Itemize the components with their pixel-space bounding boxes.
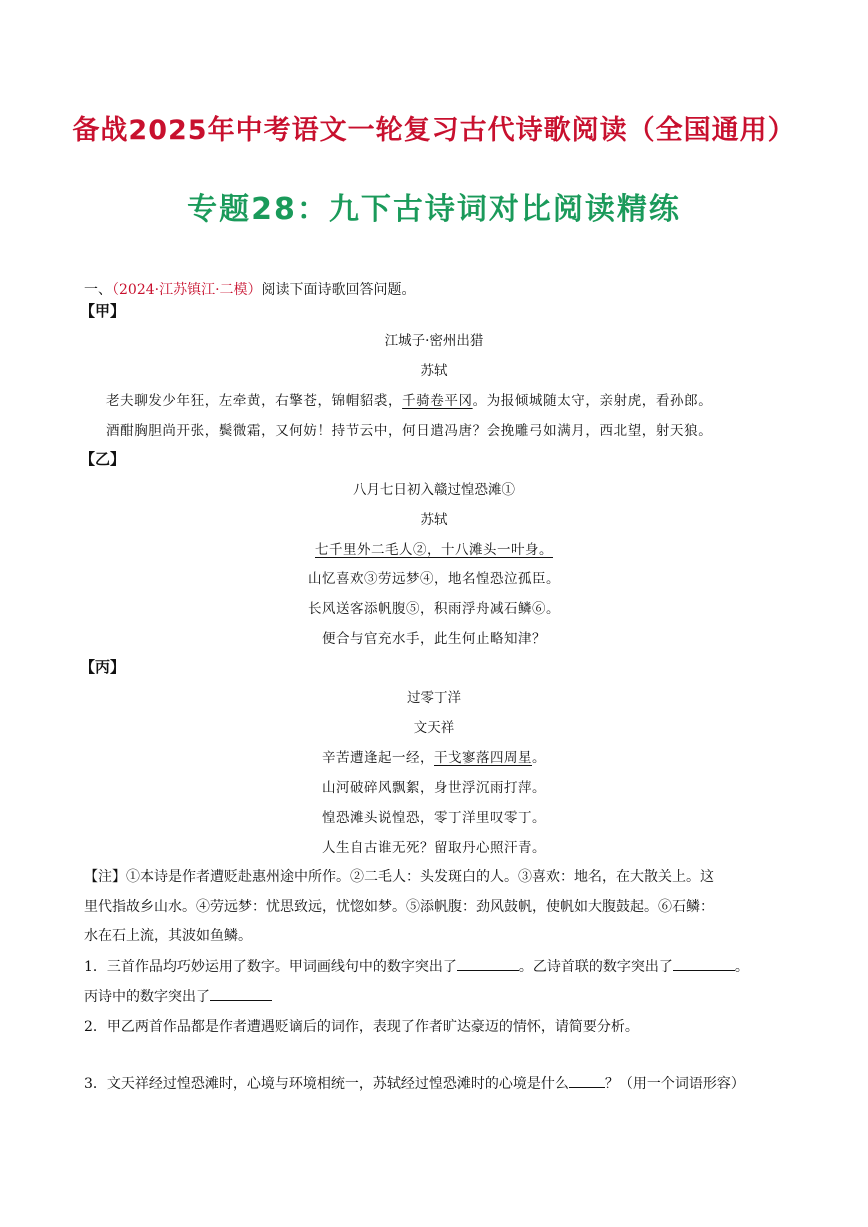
document-title: 备战2025年中考语文一轮复习古代诗歌阅读（全国通用） [72,115,796,146]
poem-author-jia: 苏轼 [420,363,448,379]
question-intro [84,279,416,299]
poem-author-yi: 苏轼 [420,512,448,528]
note-line-1: 【注】①本诗是作者遭贬赴惠州途中所作。②二毛人：头发斑白的人。③喜欢：地名，在大散关上。这 [84,869,714,885]
answer-blank[interactable] [569,1086,605,1088]
note-line-3: 水在石上流，其波如鱼鳞。 [84,928,252,944]
answer-blank[interactable] [457,969,519,971]
question-3: 3．文天祥经过惶恐滩时，心境与环境相统一，苏轼经过惶恐滩时的心境是什么 ？（用一个词语形容） [84,1076,745,1092]
question-source: （2024·江苏镇江·二模） [112,282,262,298]
poem-title-bing: 过零丁洋 [407,690,461,706]
answer-blank[interactable] [210,999,272,1001]
note-line-2: 里代指故乡山水。④劳远梦：忧思致远，忧惚如梦。⑤添帆腹：劲风鼓帆，使帆如大腹鼓起。⑥石鳞： [84,899,714,915]
question-1: 1．三首作品均巧妙运用了数字。甲词画线句中的数字突出了 。乙诗首联的数字突出了 。 [84,959,749,975]
question-instruction: 阅读下面诗歌回答问题。 [261,282,416,298]
poem-line-yi-1: 七千里外二毛人②，十八滩头一叶身。 [315,542,553,558]
poem-line-yi-3: 长风送客添帆腹⑤，积雨浮舟减石鳞⑥。 [308,601,560,617]
document-subtitle: 专题28：九下古诗词对比阅读精练 [187,192,681,227]
poem-line-jia-2: 酒酣胸胆尚开张，鬓微霜，又何妨！持节云中，何日遣冯唐？会挽雕弓如满月，西北望，射天狼。 [106,423,713,439]
poem-author-bing: 文天祥 [413,720,455,736]
question-2: 2．甲乙两首作品都是作者遭遇贬谪后的词作，表现了作者旷达豪迈的情怀，请简要分析。 [84,1019,639,1035]
poem-line-bing-4: 人生自古谁无死？留取丹心照汗青。 [322,840,546,856]
section-label-jia: 【甲】 [80,302,126,320]
question-number: 一、 [84,282,112,298]
poem-line-yi-2: 山忆喜欢③劳远梦④，地名惶恐泣孤臣。 [308,571,560,587]
poem-line-jia-1: 老夫聊发少年狂，左牵黄，右擎苍，锦帽貂裘，千骑卷平冈。为报倾城随太守，亲射虎，看孙郎。 [106,393,713,409]
poem-line-yi-4: 便合与官充水手，此生何止略知津？ [322,631,546,647]
poem-title-jia: 江城子·密州出猎 [384,333,484,349]
section-label-yi: 【乙】 [80,450,126,468]
poem-title-yi: 八月七日初入赣过惶恐滩① [353,482,515,498]
poem-line-bing-1: 辛苦遭逢起一经，干戈寥落四周星。 [322,750,546,766]
answer-blank[interactable] [673,969,735,971]
question-1-cont: 丙诗中的数字突出了 [84,986,272,1006]
underlined-phrase: 干戈寥落四周星 [434,750,532,766]
underlined-phrase: 千骑卷平冈 [402,393,473,409]
poem-line-bing-2: 山河破碎风飘絮，身世浮沉雨打萍。 [322,780,546,796]
poem-line-bing-3: 惶恐滩头说惶恐，零丁洋里叹零丁。 [322,810,546,826]
section-label-bing: 【丙】 [80,658,126,676]
